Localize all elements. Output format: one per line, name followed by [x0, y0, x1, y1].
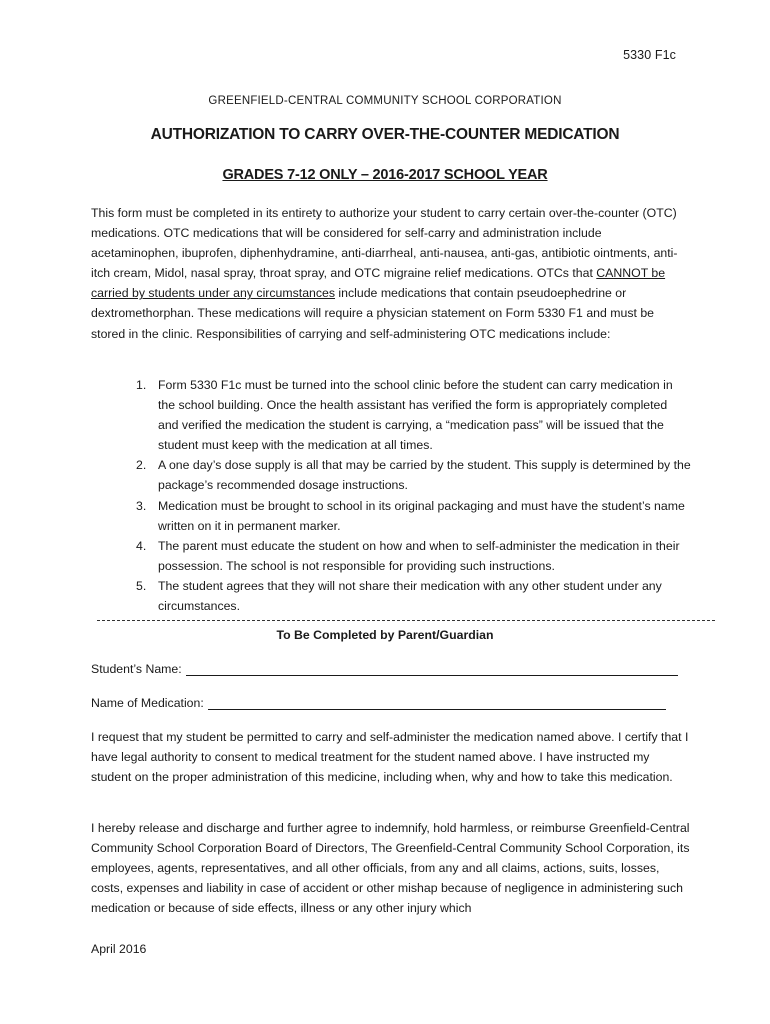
list-item-number: 4. — [136, 538, 147, 553]
intro-paragraph — [91, 203, 691, 344]
student-name-row — [91, 661, 678, 676]
footer-date: April 2016 — [91, 942, 147, 956]
list-item-number: 1. — [136, 378, 147, 392]
list-item — [91, 375, 691, 455]
intro-text-end: include medications that contain pseudoephedrine or dextromethorphan. These medications will require a physician statement on Form 5330 F1 and must be stored in the clinic. Responsibilities of carrying and self-administering OTC medications include: — [91, 286, 654, 341]
release-paragraph: I hereby release and discharge and further agree to indemnify, hold harmless, or reimburse Greenfield-Central Community School Corporation Board of Directors, The Greenfield-Central Community School Corporation, its employees, agents, representatives, and all other officials, from any and all claims, actions, suits, losses, costs, expenses and liability in case of accident or other mishap because of negligence in administering such medication or because of side effects, illness or any other injury which — [91, 821, 690, 916]
section-heading: To Be Completed by Parent/Guardian — [276, 628, 494, 642]
organization-name: GREENFIELD-CENTRAL COMMUNITY SCHOOL CORPORATION — [208, 95, 562, 107]
medication-name-row — [91, 695, 666, 710]
list-item-text: The student agrees that they will not share their medication with any other student under any circumstances. — [158, 578, 662, 614]
form-title: AUTHORIZATION TO CARRY OVER-THE-COUNTER MEDICATION — [150, 126, 620, 143]
student-name-label: Student’s Name: — [91, 662, 182, 676]
consent-paragraph: I request that my student be permitted to carry and self-administer the medication named above. I certify that I have legal authority to consent to medical treatment for the student named above. I have instructed my student on the proper administration of this medicine, including when, why and how to take this medication. — [91, 730, 689, 785]
intro-underlined-text: CANNOT be carried by students under any circumstances — [91, 266, 666, 301]
intro-text-start: This form must be completed in its entirety to authorize your student to carry certain over-the-counter (OTC) medications. OTC medications that will be considered for self-carry and administration include acetaminophen, ibuprofen, diphenhydramine, anti-diarrheal, anti-nausea, anti-gas, antibiotic ointments, anti-itch cream, Midol, nasal spray, throat spray, and OTC migraine relief medications. OTCs that — [91, 206, 678, 281]
list-item-number: 3. — [136, 498, 147, 513]
list-item — [91, 536, 691, 576]
student-name-field[interactable] — [186, 661, 678, 676]
list-item — [91, 496, 691, 536]
list-item-number: 5. — [136, 578, 147, 593]
medication-name-label: Name of Medication: — [91, 696, 204, 710]
list-item-text: Medication must be brought to school in its original packaging and must have the student’s name written on it in permanent marker. — [158, 498, 685, 533]
list-item-text: The parent must educate the student on how and when to self-administer the medication in their possession. The school is not responsible for providing such instructions. — [158, 538, 680, 573]
list-item-number: 2. — [136, 458, 147, 473]
medication-name-field[interactable] — [208, 695, 666, 710]
responsibilities-list — [91, 375, 691, 616]
cut-line-divider — [97, 620, 715, 621]
list-item — [91, 455, 691, 495]
list-item-text: Form 5330 F1c must be turned into the school clinic before the student can carry medication in the school building. Once the health assistant has verified the form is appropriately completed and verified the medication the student is carrying, a “medication pass” will be issued that the student must keep with the medication at all times. — [158, 378, 673, 453]
list-item-text: A one day’s dose supply is all that may be carried by the student. This supply is determined by the package’s recommended dosage instructions. — [158, 458, 691, 493]
list-item — [91, 576, 691, 616]
form-number: 5330 F1c — [623, 48, 676, 62]
form-subtitle: GRADES 7-12 ONLY – 2016-2017 SCHOOL YEAR — [222, 167, 548, 183]
